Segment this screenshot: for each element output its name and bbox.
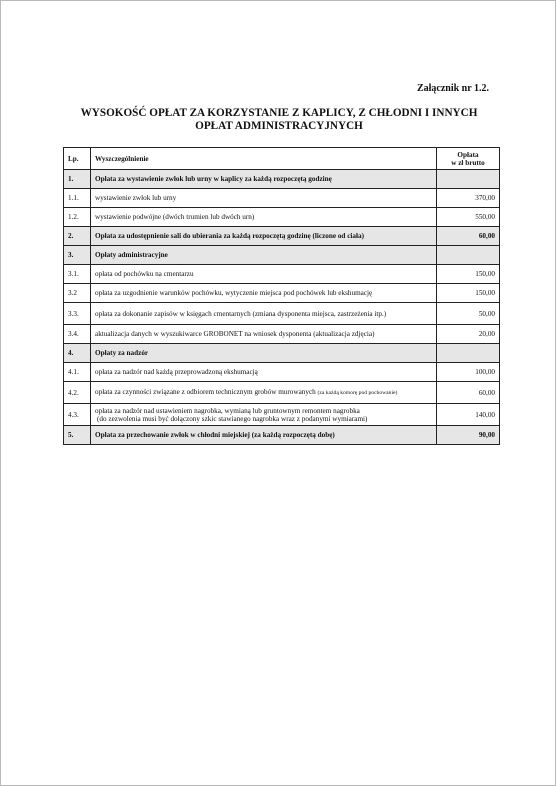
table-row [64, 404, 500, 426]
header-fee-line-1: Opłata [457, 150, 479, 159]
row-lp: 3.4. [64, 325, 91, 344]
row-lp: 4. [64, 344, 91, 363]
row-description: opłata za dokonanie zapisów w księgach cmentarnych (zmiana dysponenta miejsca, zastrzeżenia itp.) [91, 303, 437, 325]
row-amount: 60,00 [437, 227, 500, 246]
row-description-line-2: (do zezwolenia musi być dołączony szkic stawianego nagrobka wraz z podanymi wymiarami) [97, 414, 368, 423]
row-description: wystawienie zwłok lub urny [91, 189, 437, 208]
row-amount: 20,00 [437, 325, 500, 344]
row-amount: 90,00 [437, 426, 500, 445]
table-row [64, 363, 500, 382]
row-description: Opłaty administracyjne [91, 246, 437, 265]
row-amount: 150,00 [437, 265, 500, 284]
row-description: Opłata za udostępnienie sali do ubierania za każdą rozpoczętą godzinę (liczone od ciała) [91, 227, 437, 246]
header-description: Wyszczególnienie [91, 148, 437, 170]
table-row [64, 344, 500, 363]
row-description [91, 382, 437, 404]
row-lp: 3.3. [64, 303, 91, 325]
table-row [64, 426, 500, 445]
row-description: opłata od pochówku na cmentarzu [91, 265, 437, 284]
row-description [91, 404, 437, 426]
row-description: Opłaty za nadzór [91, 344, 437, 363]
row-lp: 3.2 [64, 284, 91, 303]
row-amount [437, 344, 500, 363]
document-title [61, 107, 497, 133]
row-description-main: opłata za czynności związane z odbiorem technicznym grobów murowanych [95, 388, 316, 396]
table-header-row [64, 148, 500, 170]
table-row [64, 325, 500, 344]
row-description-line-1: opłata za nadzór nad ustawieniem nagrobka, wymianą lub gruntownym remontem nagrobka [95, 406, 360, 415]
table-row [64, 265, 500, 284]
row-description: opłata za nadzór nad każdą przeprowadzoną ekshumacją [91, 363, 437, 382]
table-row [64, 208, 500, 227]
row-amount: 50,00 [437, 303, 500, 325]
row-lp: 4.1. [64, 363, 91, 382]
row-lp: 1. [64, 170, 91, 189]
table-row [64, 170, 500, 189]
row-amount [437, 170, 500, 189]
fees-table [63, 147, 500, 445]
row-lp: 1.1. [64, 189, 91, 208]
row-description-note: (za każdą komorę pod pochowanie) [317, 390, 398, 396]
row-description: aktualizacja danych w wyszukiwarce GROBONET na wniosek dysponenta (aktualizacja zdjęcia) [91, 325, 437, 344]
row-amount: 550,00 [437, 208, 500, 227]
table-row [64, 246, 500, 265]
row-amount: 370,00 [437, 189, 500, 208]
row-description: Opłata za przechowanie zwłok w chłodni miejskiej (za każdą rozpoczętą dobę) [91, 426, 437, 445]
row-amount [437, 246, 500, 265]
row-lp: 3. [64, 246, 91, 265]
annex-label: Załącznik nr 1.2. [416, 83, 489, 94]
header-lp: Lp. [64, 148, 91, 170]
header-fee [437, 148, 500, 170]
row-lp: 3.1. [64, 265, 91, 284]
table-row [64, 382, 500, 404]
header-fee-line-2: w zł brutto [451, 158, 485, 167]
table-row [64, 189, 500, 208]
row-description: Opłata za wystawienie zwłok lub urny w kaplicy za każdą rozpoczętą godzinę [91, 170, 437, 189]
row-lp: 5. [64, 426, 91, 445]
table-row [64, 303, 500, 325]
table-row [64, 284, 500, 303]
row-lp: 4.2. [64, 382, 91, 404]
row-amount: 60,00 [437, 382, 500, 404]
row-lp: 1.2. [64, 208, 91, 227]
title-line-2: OPŁAT ADMINISTRACYJNYCH [195, 120, 363, 132]
row-lp: 4.3. [64, 404, 91, 426]
row-lp: 2. [64, 227, 91, 246]
title-line-1: WYSOKOŚĆ OPŁAT ZA KORZYSTANIE Z KAPLICY, Z CHŁODNI I INNYCH [80, 107, 478, 119]
row-description: opłata za uzgodnienie warunków pochówku, wytyczenie miejsca pod pochówek lub ekshumację [91, 284, 437, 303]
row-amount: 140,00 [437, 404, 500, 426]
row-description: wystawienie podwójne (dwóch trumien lub dwóch urn) [91, 208, 437, 227]
row-amount: 100,00 [437, 363, 500, 382]
table-row [64, 227, 500, 246]
row-amount: 150,00 [437, 284, 500, 303]
